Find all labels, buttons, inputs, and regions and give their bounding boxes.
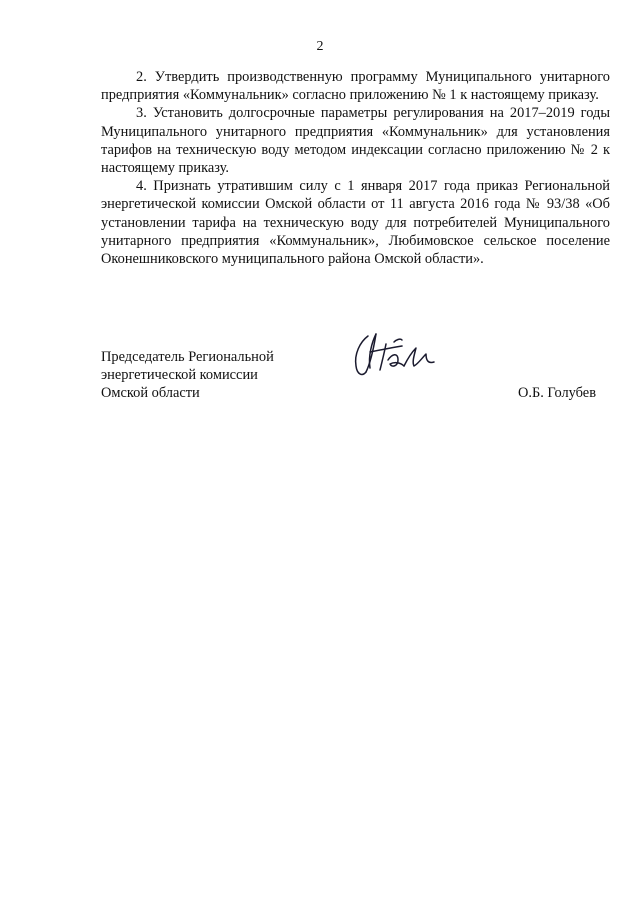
signatory-position [101,348,301,403]
signatory-position-line-2: энергетической комиссии [101,367,258,384]
document-body [101,68,610,268]
signatory-position-line-1: Председатель Региональной [101,349,274,365]
page-number: 2 [316,39,324,54]
paragraph-item-4: 4. Признать утратившим силу с 1 января 2017 года приказ Региональной энергетической комиссии Омской области от 11 августа 2016 года № 93/38 «Об установлении тарифа на техническую воду для потребителей Муниципального унитарного предприятия «Коммунальник», Любимовское сельское поселение Оконешниковского муниципального района Омской области». [101,178,610,268]
paragraph-item-3: 3. Установить долгосрочные параметры регулирования на 2017–2019 годы Муниципального унитарного предприятия «Коммунальник» для установления тарифов на техническую воду методом индексации согласно приложению № 2 к настоящему приказу. [101,105,610,177]
signatory-position-line-3: Омской области [101,385,200,402]
signatory-name: О.Б. Голубев [517,385,596,401]
paragraph-item-2: 2. Утвердить производственную программу Муниципального унитарного предприятия «Коммунальник» согласно приложению № 1 к настоящему приказу. [101,69,610,104]
handwritten-signature [346,322,446,380]
